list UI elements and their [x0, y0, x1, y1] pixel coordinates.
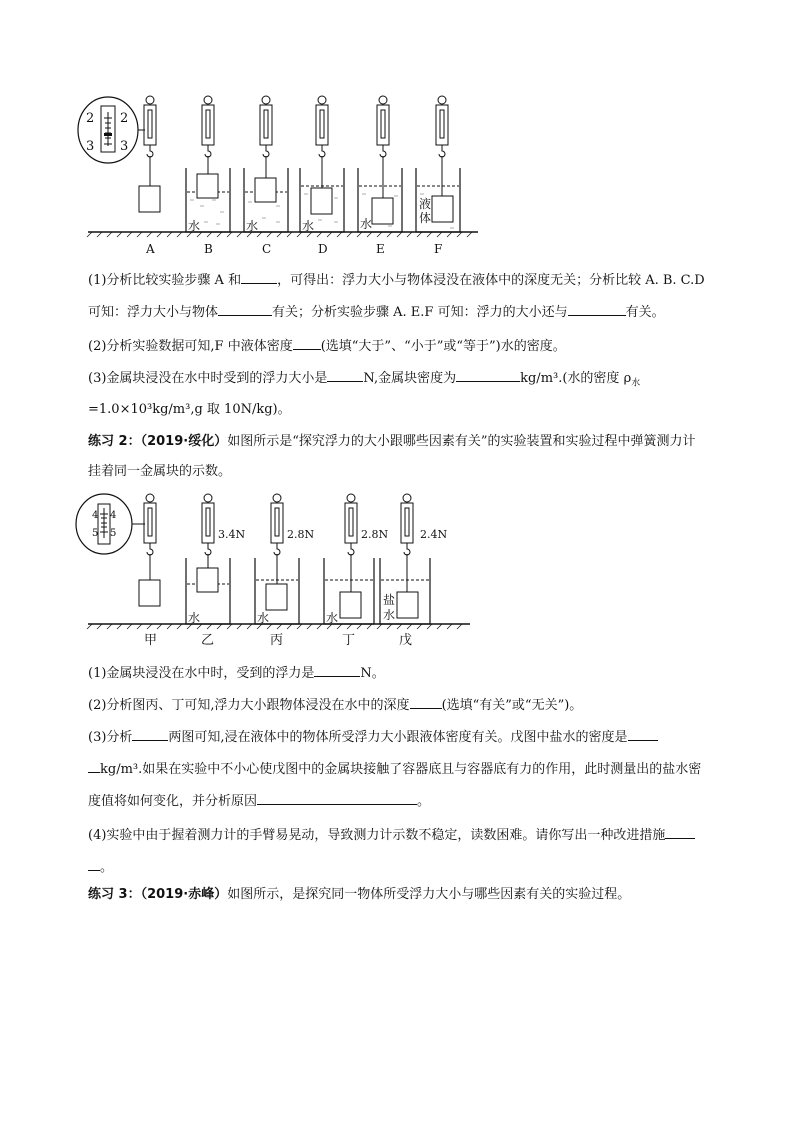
exercise-2-line-2: 挂着同一金属块的示数。 [88, 464, 232, 479]
exercise-2-title: 练习 2：（2019·绥化） [88, 434, 228, 449]
blank-10a[interactable] [628, 728, 658, 741]
q1-line-3: (2)分析实验数据可知,F 中液体密度 (选填“大于”、“小于”或“等于”)水的密度。 [88, 339, 566, 354]
spring-scale-d [316, 96, 328, 188]
spring-scale-bing [271, 494, 314, 584]
spring-scale-c [260, 96, 272, 178]
blank-10b[interactable] [88, 760, 100, 773]
beaker-wu [380, 558, 430, 624]
scale-top-left: 2 [86, 111, 95, 126]
beaker-yi [186, 558, 230, 625]
q2-line-5: 度值将如何变化，并分析原因 。 [88, 794, 431, 809]
spring-scale-wu [401, 494, 447, 592]
beaker-e [358, 168, 402, 232]
blank-9[interactable] [132, 728, 168, 741]
reading-wu: 2.4N [420, 528, 448, 541]
liquid-label-f-2: 体 [419, 211, 432, 225]
blank-12b[interactable] [88, 858, 100, 871]
blank-12a[interactable] [665, 826, 695, 839]
exercise-3-line: 练习 3：（2019·赤峰）如图所示，是探究同一物体所受浮力大小与哪些因素有关的实验过程。 [88, 887, 631, 902]
blank-1[interactable] [241, 271, 277, 284]
label-d: D [318, 242, 328, 256]
reading-ding: 2.8N [361, 528, 389, 541]
label-e: E [376, 242, 385, 256]
q1-line-2: 可知：浮力大小与物体 有关；分析实验步骤 A. E.F 可知：浮力的大小还与 有关。 [88, 305, 665, 320]
blank-5[interactable] [327, 369, 363, 382]
label-jia: 甲 [144, 633, 158, 648]
blank-2[interactable] [218, 303, 272, 316]
beaker-f [416, 168, 460, 232]
spring-scale-b [202, 96, 214, 174]
exercise-3-title: 练习 3：（2019·赤峰） [88, 887, 228, 902]
scale-top-right: 2 [120, 111, 129, 126]
water-label-c: 水 [246, 219, 259, 233]
figure-2 [0, 488, 794, 648]
salt-label-wu-1: 盐 [383, 593, 396, 607]
reading-yi: 3.4N [218, 528, 246, 541]
water-label-ding: 水 [326, 611, 339, 625]
q2-line-2: (2)分析图丙、丁可知,浮力大小跟物体浸没在水中的深度 (选填“有关”或“无关”)。 [88, 698, 583, 713]
reading-bing: 2.8N [287, 528, 315, 541]
q1-line-5: =1.0×10³kg/m³,g 取 10N/kg)。 [88, 402, 291, 417]
water-label-d: 水 [302, 219, 315, 233]
water-label-bing: 水 [257, 611, 270, 625]
ground-2 [87, 624, 470, 629]
spring-scale-e [377, 96, 389, 198]
blank-7[interactable] [314, 664, 360, 677]
water-subscript: 水 [631, 378, 641, 389]
water-label-e: 水 [360, 217, 373, 231]
blank-8[interactable] [410, 696, 442, 709]
label-f: F [434, 242, 443, 256]
blank-11[interactable] [257, 792, 417, 805]
spring-scale-ding [345, 494, 388, 592]
blank-3[interactable] [568, 303, 626, 316]
scale-bottom-right: 3 [120, 139, 129, 154]
beaker-ding [324, 558, 374, 625]
magnifier-scale-2 [76, 494, 145, 554]
label-yi: 乙 [201, 633, 215, 648]
scale2-top-right: 4 [110, 510, 117, 521]
label-ding: 丁 [342, 633, 356, 648]
magnifier-scale-1 [78, 97, 145, 163]
water-label-yi: 水 [188, 611, 201, 625]
spring-scale-f [436, 96, 448, 196]
label-wu: 戊 [399, 633, 413, 648]
q2-line-3: (3)分析 两图可知,浸在液体中的物体所受浮力大小跟液体密度有关。戊图中盐水的密度是 [88, 728, 658, 747]
ground [87, 232, 478, 237]
label-bing: 丙 [270, 633, 284, 648]
spring-scale-jia [139, 494, 160, 606]
q1-line-1: (1)分析比较实验步骤 A 和 ，可得出：浮力大小与物体浸没在液体中的深度无关；分析比较 A. B. C.D [88, 273, 705, 288]
label-b: B [204, 242, 213, 256]
scale2-bottom-left: 5 [92, 528, 99, 539]
figure-1 [0, 90, 794, 260]
blank-4[interactable] [293, 337, 321, 350]
q2-line-7: 。 [88, 858, 113, 877]
q1-line-4: (3)金属块浸没在水中时受到的浮力大小是 N,金属块密度为 kg/m³.(水的密度 $\rho_水$ [88, 371, 641, 389]
liquid-label-f-1: 液 [419, 197, 432, 211]
blank-6[interactable] [456, 369, 520, 382]
q2-line-6: (4)实验中由于握着测力计的手臂易晃动，导致测力计示数不稳定，读数困难。请你写出一种改进措施 [88, 826, 695, 845]
water-label-b: 水 [188, 219, 201, 233]
label-a: A [146, 242, 155, 256]
label-c: C [262, 242, 272, 256]
beaker-c [244, 168, 288, 233]
beaker-b [186, 168, 230, 233]
scale2-bottom-right: 5 [110, 528, 117, 539]
salt-label-wu-2: 水 [383, 608, 396, 622]
scale-bottom-left: 3 [86, 139, 95, 154]
q2-line-4: kg/m³.如果在实验中不小心使戊图中的金属块接触了容器底且与容器底有力的作用，此时测量出的盐水密 [88, 760, 701, 779]
exercise-2-line-1: 练习 2：（2019·绥化）如图所示是“探究浮力的大小跟哪些因素有关”的实验装置和实验过程中弹簧测力计 [88, 434, 696, 449]
q2-line-1: (1)金属块浸没在水中时，受到的浮力是 N。 [88, 666, 385, 681]
scale2-top-left: 4 [92, 510, 99, 521]
spring-scale-yi [202, 494, 245, 568]
spring-scale-a [139, 96, 160, 212]
